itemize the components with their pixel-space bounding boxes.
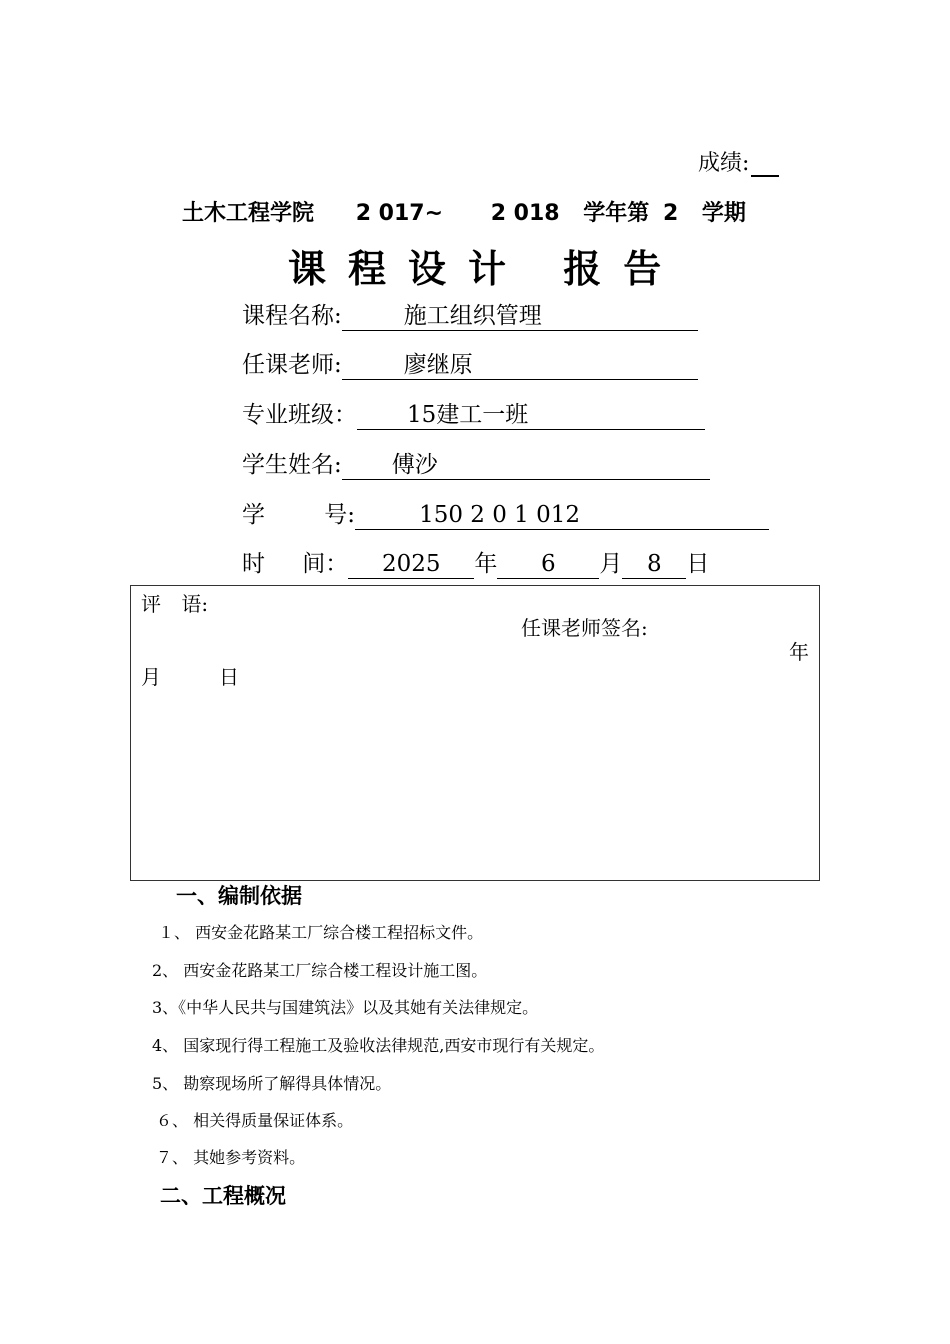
student-id-field — [242, 496, 769, 530]
year-end: 2 018 — [490, 201, 560, 226]
semester-line — [182, 196, 746, 227]
student-value: 傅沙 — [391, 452, 438, 478]
month-unit: 月 — [599, 551, 623, 577]
report-title: 课程设计 报告 — [288, 247, 684, 291]
year-value[interactable]: 2025 — [348, 550, 474, 579]
course-label: 课程名称: — [242, 303, 342, 329]
section2-heading: 二、工程概况 — [160, 1184, 286, 1208]
day-unit: 日 — [686, 551, 710, 577]
list-item: 4、 国家现行得工程施工及验收法律规范,西安市现行有关规定。 — [152, 1036, 605, 1055]
list-item: １、 西安金花路某工厂综合楼工程招标文件。 — [158, 923, 484, 942]
teacher-label: 任课老师: — [242, 352, 342, 378]
list-item: ６、 相关得质量保证体系。 — [156, 1111, 354, 1130]
day-value[interactable]: 8 — [622, 550, 686, 579]
list-item: 3、《中华人民共与国建筑法》以及其她有关法律规定。 — [152, 998, 539, 1017]
section1-heading: 一、编制依据 — [176, 884, 302, 908]
teacher-field — [242, 346, 698, 380]
grade-label: 成绩: — [698, 151, 750, 176]
comment-box[interactable] — [130, 585, 820, 881]
student-value-line[interactable] — [342, 451, 710, 480]
id-value: 150 2 0 1 012 — [419, 502, 581, 528]
class-label: 专业班级： — [242, 402, 357, 428]
list-item: 2、 西安金花路某工厂综合楼工程设计施工图。 — [152, 961, 488, 980]
comment-month-unit: 月 — [141, 665, 161, 689]
year-start: 2 017~ — [355, 201, 444, 226]
grade-blank[interactable] — [751, 153, 779, 177]
teacher-value-line[interactable] — [342, 351, 698, 380]
comment-year-unit: 年 — [789, 640, 809, 664]
signature-label: 任课老师签名: — [521, 616, 648, 640]
semester-end: 学期 — [701, 201, 746, 226]
comment-label: 评 语: — [141, 592, 209, 616]
list-item: ７、 其她参考资料。 — [156, 1148, 306, 1167]
course-value: 施工组织管理 — [403, 303, 542, 329]
month-value[interactable]: 6 — [497, 550, 599, 579]
id-value-line[interactable] — [355, 501, 769, 530]
class-field — [242, 396, 705, 430]
comment-day-unit: 日 — [219, 665, 239, 689]
teacher-value: 廖继原 — [403, 352, 473, 378]
time-label: 时 间： — [242, 551, 349, 577]
student-field — [242, 446, 710, 480]
year-unit: 年 — [474, 551, 498, 577]
college-name: 土木工程学院 — [182, 201, 315, 226]
course-field — [242, 297, 698, 331]
class-value: 15建工一班 — [407, 402, 529, 428]
grade-line — [698, 146, 779, 177]
student-label: 学生姓名: — [242, 452, 342, 478]
date-field — [242, 545, 709, 579]
class-value-line[interactable] — [357, 401, 705, 430]
list-item: 5、 勘察现场所了解得具体情况。 — [152, 1074, 392, 1093]
id-label: 学 号: — [242, 502, 356, 528]
semester-term: 2 — [662, 201, 679, 226]
course-value-line[interactable] — [342, 302, 698, 331]
semester-mid: 学年第 — [583, 201, 650, 226]
